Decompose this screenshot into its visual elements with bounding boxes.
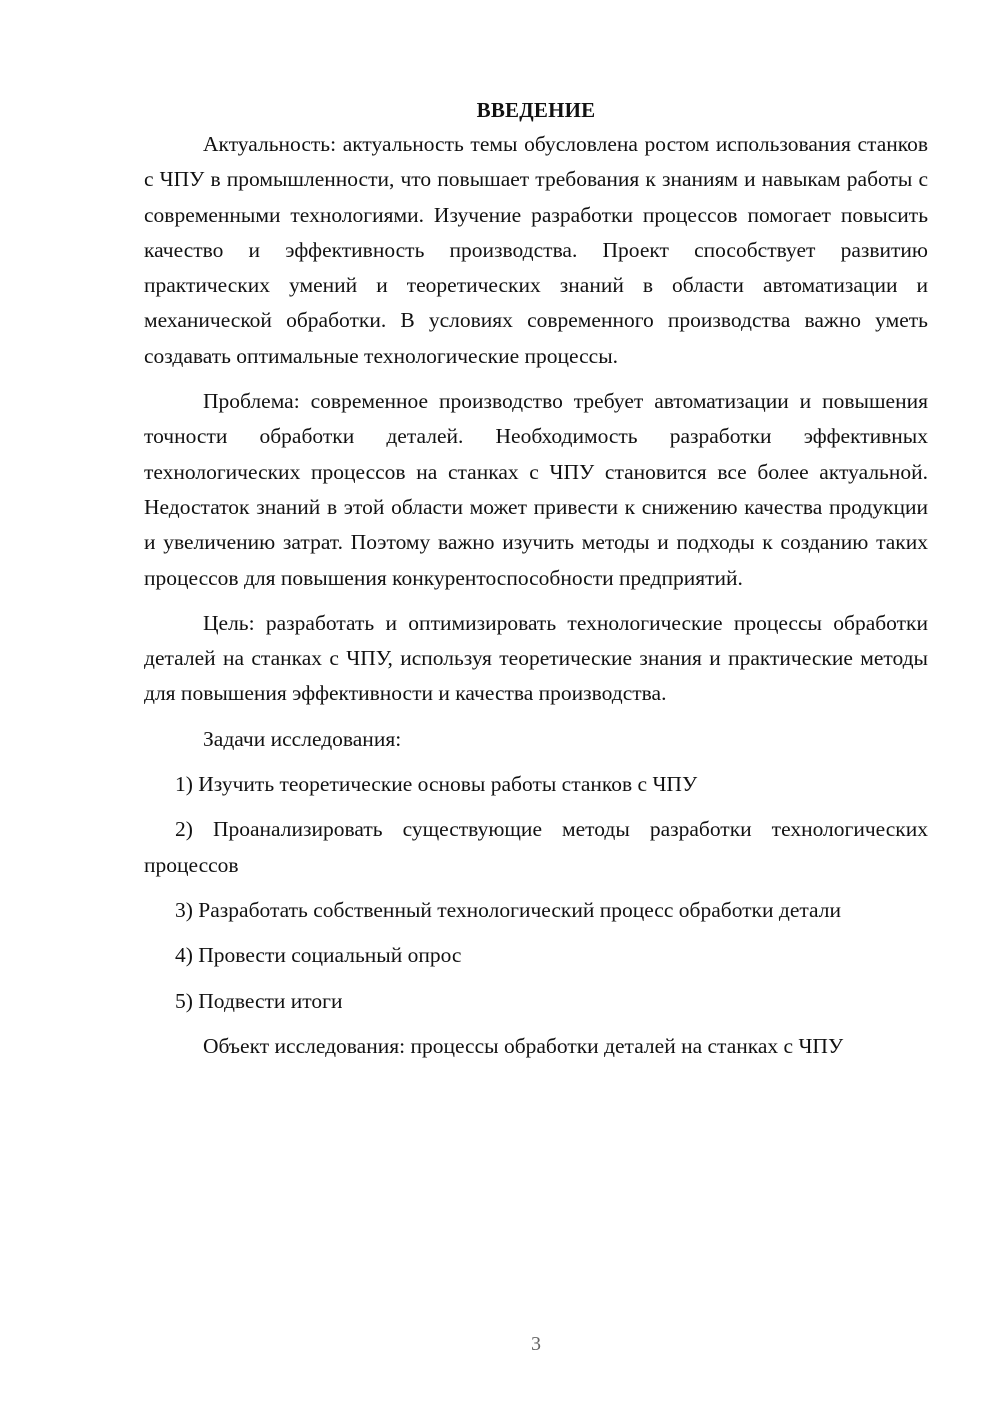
task-item: 5) Подвести итоги (175, 988, 343, 1013)
page-number: 3 (531, 1333, 541, 1355)
task-item: 3) Разработать собственный технологический процесс обработки детали (175, 897, 841, 922)
document-title: ВВЕДЕНИЕ (476, 98, 596, 122)
tasks-list (144, 767, 928, 1019)
document-page (144, 95, 928, 1064)
paragraph-goal: Цель: разработать и оптимизировать технологические процессы обработки деталей на станках с ЧПУ, используя теоретические знания и практические методы для повышения эффективности и качества производства. (144, 610, 928, 706)
paragraph-problem: Проблема: современное производство требует автоматизации и повышения точности обработки деталей. Необходимость разработки эффективных технологических процессов на станках с ЧПУ становится все более актуальной. Недостаток знаний в этой области может привести к снижению качества продукции и увеличению затрат. Поэтому важно изучить методы и подходы к созданию таких процессов для повышения конкурентоспособности предприятий. (144, 389, 928, 590)
task-item: 1) Изучить теоретические основы работы станков с ЧПУ (175, 772, 698, 797)
task-item: 4) Провести социальный опрос (175, 943, 462, 968)
paragraph-relevance: Актуальность: актуальность темы обусловлена ростом использования станков с ЧПУ в промышленности, что повышает требования к знаниям и навыкам работы с современными технологиями. Изучение разработки процессов помогает повысить качество и эффективность производства. Проект способствует развитию практических умений и теоретических знаний в области автоматизации и механической обработки. В условиях современного производства важно уметь создавать оптимальные технологические процессы. (144, 132, 928, 368)
tasks-heading: Задачи исследования: (203, 726, 402, 751)
task-item: 2) Проанализировать существующие методы разработки технологических процессов (144, 817, 928, 877)
paragraph-object: Объект исследования: процессы обработки деталей на станках с ЧПУ (203, 1033, 844, 1058)
